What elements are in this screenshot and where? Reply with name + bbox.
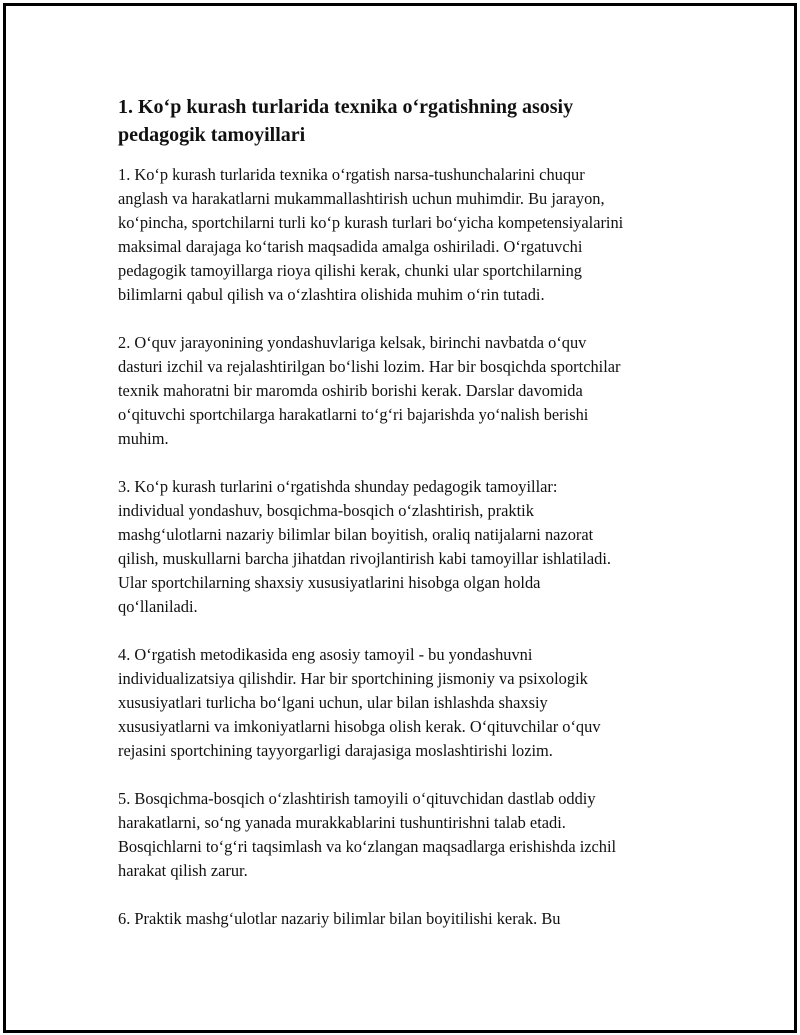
paragraph-2 xyxy=(118,331,708,451)
paragraph-6 xyxy=(118,907,708,931)
paragraph-3 xyxy=(118,475,708,619)
paragraph-line: ko‘pincha, sportchilarni turli ko‘p kurash turlari bo‘yicha kompetensiyalarini xyxy=(118,213,624,232)
paragraph-line: individual yondashuv, bosqichma-bosqich o‘zlashtirish, praktik xyxy=(118,501,534,520)
paragraph-line: xususiyatlarni va imkoniyatlarni hisobga olish kerak. O‘qituvchilar o‘quv xyxy=(118,717,601,736)
paragraph-line: 1. Ko‘p kurash turlarida texnika o‘rgatish narsa-tushunchalarini chuqur xyxy=(118,165,585,184)
paragraph-line: muhim. xyxy=(118,429,169,448)
paragraph-line: o‘qituvchi sportchilarga harakatlarni to‘g‘ri bajarishda yo‘nalish berishi xyxy=(118,405,589,424)
paragraph-line: harakatlarni, so‘ng yanada murakkablarini tushuntirishni talab etadi. xyxy=(118,813,566,832)
paragraph-line: 4. O‘rgatish metodikasida eng asosiy tamoyil - bu yondashuvni xyxy=(118,645,533,664)
paragraph-5 xyxy=(118,787,708,883)
paragraph-line: bilimlarni qabul qilish va o‘zlashtira olishida muhim o‘rin tutadi. xyxy=(118,285,545,304)
section-heading xyxy=(118,93,708,149)
paragraph-line: qilish, muskullarni barcha jihatdan rivojlantirish kabi tamoyillar ishlatiladi. xyxy=(118,549,611,568)
paragraph-line: qo‘llaniladi. xyxy=(118,597,198,616)
paragraph-line: 6. Praktik mashg‘ulotlar nazariy bilimlar bilan boyitilishi kerak. Bu xyxy=(118,909,561,928)
paragraph-4 xyxy=(118,643,708,763)
paragraph-line: individualizatsiya qilishdir. Har bir sportchining jismoniy va psixologik xyxy=(118,669,588,688)
paragraph-line: texnik mahoratni bir maromda oshirib borishi kerak. Darslar davomida xyxy=(118,381,583,400)
paragraph-line: anglash va harakatlarni mukammallashtirish uchun muhimdir. Bu jarayon, xyxy=(118,189,605,208)
paragraph-line: Bosqichlarni to‘g‘ri taqsimlash va ko‘zlangan maqsadlarga erishishda izchil xyxy=(118,837,617,856)
paragraph-line: rejasini sportchining tayyorgarligi darajasiga moslashtirishi lozim. xyxy=(118,741,553,760)
paragraph-line: xususiyatlari turlicha bo‘lgani uchun, ular bilan ishlashda shaxsiy xyxy=(118,693,548,712)
paragraph-line: 5. Bosqichma-bosqich o‘zlashtirish tamoyili o‘qituvchidan dastlab oddiy xyxy=(118,789,596,808)
paragraph-line: maksimal darajaga ko‘tarish maqsadida amalga oshiriladi. O‘rgatuvchi xyxy=(118,237,583,256)
paragraph-line: mashg‘ulotlarni nazariy bilimlar bilan boyitish, oraliq natijalarni nazorat xyxy=(118,525,594,544)
section-heading-line-1: 1. Ko‘p kurash turlarida texnika o‘rgatishning asosiy xyxy=(118,96,574,118)
paragraph-line: 3. Ko‘p kurash turlarini o‘rgatishda shunday pedagogik tamoyillar: xyxy=(118,477,558,496)
document-body xyxy=(118,93,708,955)
paragraph-line: pedagogik tamoyillarga rioya qilishi kerak, chunki ular sportchilarning xyxy=(118,261,582,280)
paragraph-line: Ular sportchilarning shaxsiy xususiyatlarini hisobga olgan holda xyxy=(118,573,541,592)
paragraph-line: dasturi izchil va rejalashtirilgan bo‘lishi lozim. Har bir bosqichda sportchilar xyxy=(118,357,621,376)
paragraph-line: harakat qilish zarur. xyxy=(118,861,248,880)
paragraph-1 xyxy=(118,163,708,307)
paragraph-line: 2. O‘quv jarayonining yondashuvlariga kelsak, birinchi navbatda o‘quv xyxy=(118,333,587,352)
section-heading-line-2: pedagogik tamoyillari xyxy=(118,124,306,146)
